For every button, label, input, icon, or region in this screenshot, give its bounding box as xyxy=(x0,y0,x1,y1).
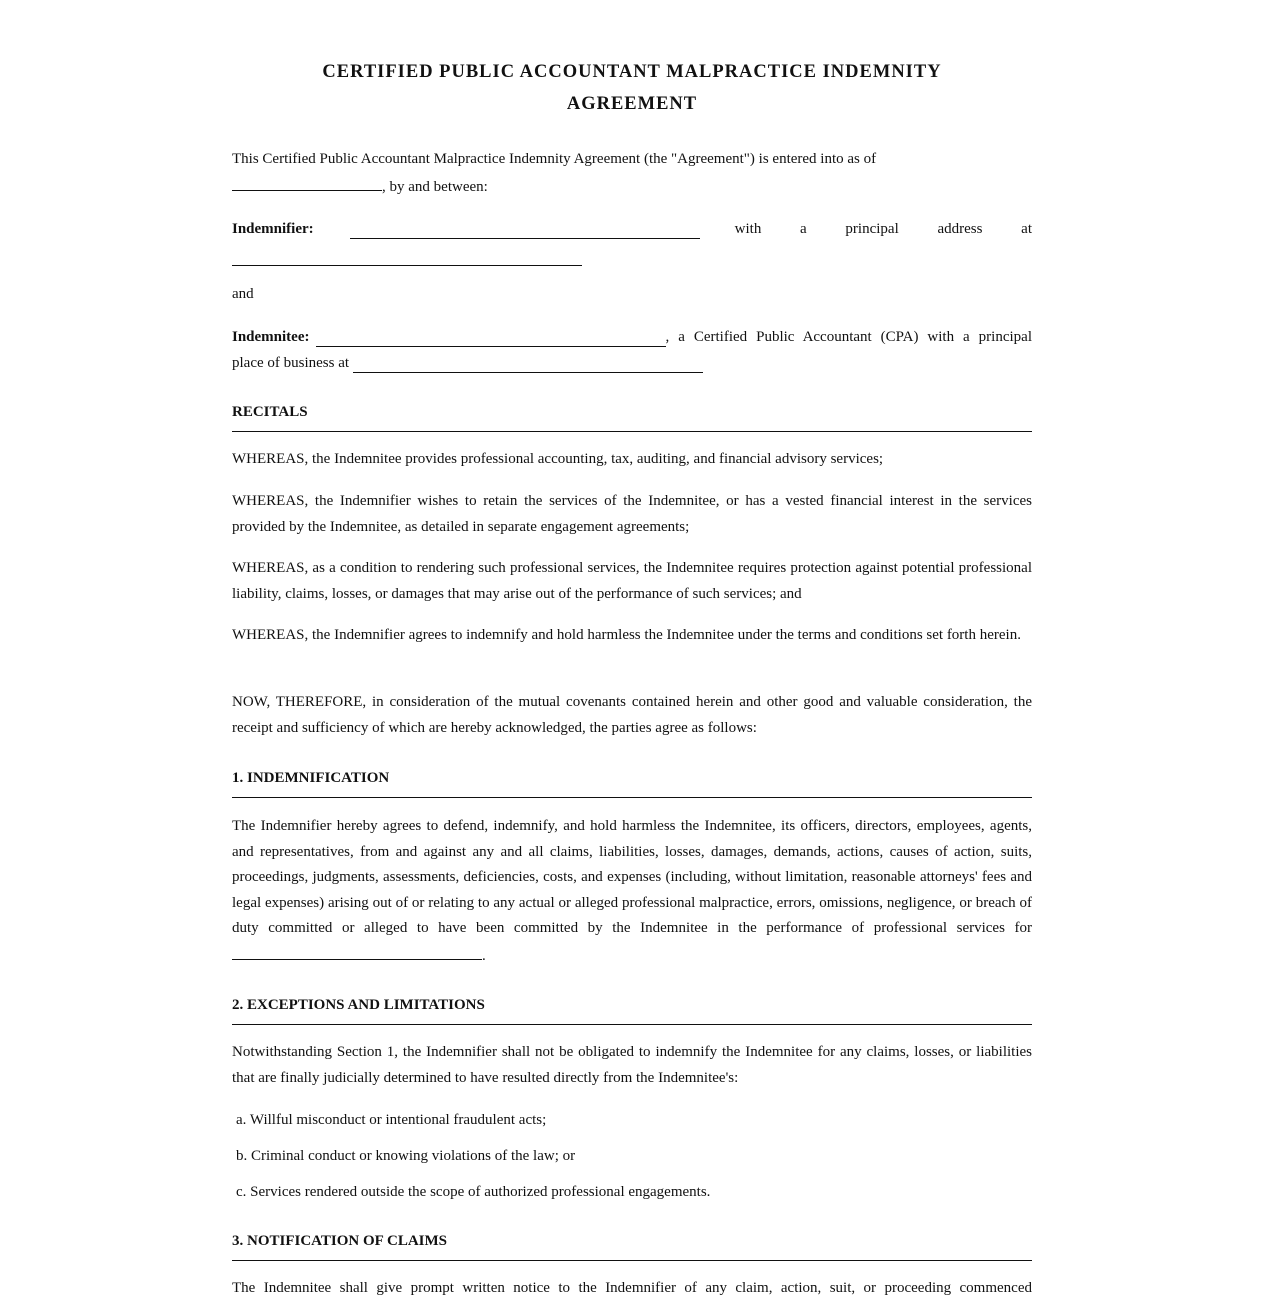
indemnitee-place-row xyxy=(232,353,1032,373)
indemnitee-place-text: place of business at xyxy=(232,355,350,371)
indemnifier-label: Indemnifier: xyxy=(232,221,314,237)
intro-after-blank: , by and between: xyxy=(382,178,488,195)
title-line-2: AGREEMENT xyxy=(566,94,698,114)
services-for-blank[interactable] xyxy=(232,942,482,960)
section-1-end: . xyxy=(482,947,486,964)
intro-paragraph xyxy=(232,147,1032,200)
indemnifier-word-3: principal xyxy=(845,221,899,237)
recital-paragraph-5: NOW, THEREFORE, in consideration of the mutual covenants contained herein and other good and valuable consideration, the receipt and sufficiency of which are hereby acknowledged, the parties agree as follows: xyxy=(232,694,1032,736)
date-blank[interactable] xyxy=(232,173,382,191)
section-1-paragraph xyxy=(232,814,1032,970)
exception-item-b: b. Criminal conduct or knowing violations of the law; or xyxy=(236,1148,576,1164)
and-text: and xyxy=(232,286,254,302)
indemnitee-place-blank[interactable] xyxy=(353,355,703,373)
exception-item-c: c. Services rendered outside the scope of authorized professional engagements. xyxy=(236,1184,711,1200)
indemnifier-word-4: address xyxy=(937,221,983,237)
document-title xyxy=(232,56,1032,120)
recital-paragraph-1: WHEREAS, the Indemnitee provides professional accounting, tax, auditing, and financial advisory services; xyxy=(232,451,884,467)
indemnitee-name-blank[interactable] xyxy=(316,329,666,347)
indemnitee-text: , a Certified Public Accountant (CPA) with a principal xyxy=(665,329,1032,345)
indemnifier-word-1: with xyxy=(734,221,762,237)
recital-paragraph-3: WHEREAS, as a condition to rendering such professional services, the Indemnitee requires protection against potential professional liability, claims, losses, or damages that may arise out of the performance of such services; and xyxy=(232,560,1032,602)
indemnifier-address-blank[interactable] xyxy=(232,248,582,266)
section-2-heading: 2. EXCEPTIONS AND LIMITATIONS xyxy=(232,995,1032,1025)
recitals-heading: RECITALS xyxy=(232,402,1032,432)
intro-text: This Certified Public Accountant Malpractice Indemnity Agreement (the "Agreement") is entered into as of xyxy=(232,151,877,167)
indemnitee-label: Indemnitee: xyxy=(232,329,310,345)
recital-paragraph-4: WHEREAS, the Indemnifier agrees to indemnify and hold harmless the Indemnitee under the terms and conditions set forth herein. xyxy=(232,627,1021,643)
indemnifier-row xyxy=(232,219,1032,239)
section-1-heading: 1. INDEMNIFICATION xyxy=(232,768,1032,798)
recital-paragraph-2: WHEREAS, the Indemnifier wishes to retain the services of the Indemnitee, or has a vested financial interest in the services provided by the Indemnitee, as detailed in separate engagement agreements; xyxy=(232,493,1032,535)
indemnifier-word-5: at xyxy=(1021,221,1032,237)
indemnifier-name-blank[interactable] xyxy=(350,221,700,239)
indemnifier-word-2: a xyxy=(800,221,807,237)
exception-item-a: a. Willful misconduct or intentional fraudulent acts; xyxy=(236,1112,547,1128)
section-3-paragraph: The Indemnitee shall give prompt written notice to the Indemnifier of any claim, action, suit, or proceeding commenced xyxy=(232,1280,1032,1296)
section-3-heading: 3. NOTIFICATION OF CLAIMS xyxy=(232,1231,1032,1261)
indemnifier-words xyxy=(735,219,1032,239)
section-1-text: The Indemnifier hereby agrees to defend, indemnify, and hold harmless the Indemnitee, its officers, directors, employees, agents, and representatives, from and against any and all claims, liabilities, losses, damages, demands, actions, causes of action, suits, proceedings, judgments, assessments, deficiencies, costs, and expenses (including, without limitation, reasonable attorneys' fees and legal expenses) arising out of or relating to any actual or alleged professional malpractice, errors, omissions, negligence, or breach of duty committed or alleged to have been committed by the Indemnitee in the performance of professional services for xyxy=(232,818,1032,937)
indemnitee-row xyxy=(232,327,1032,347)
section-2-paragraph: Notwithstanding Section 1, the Indemnifier shall not be obligated to indemnify the Indemnitee for any claims, losses, or liabilities that are finally judicially determined to have resulted directly from the Indemnitee's: xyxy=(232,1044,1032,1086)
title-line-1: CERTIFIED PUBLIC ACCOUNTANT MALPRACTICE INDEMNITY xyxy=(322,62,942,82)
